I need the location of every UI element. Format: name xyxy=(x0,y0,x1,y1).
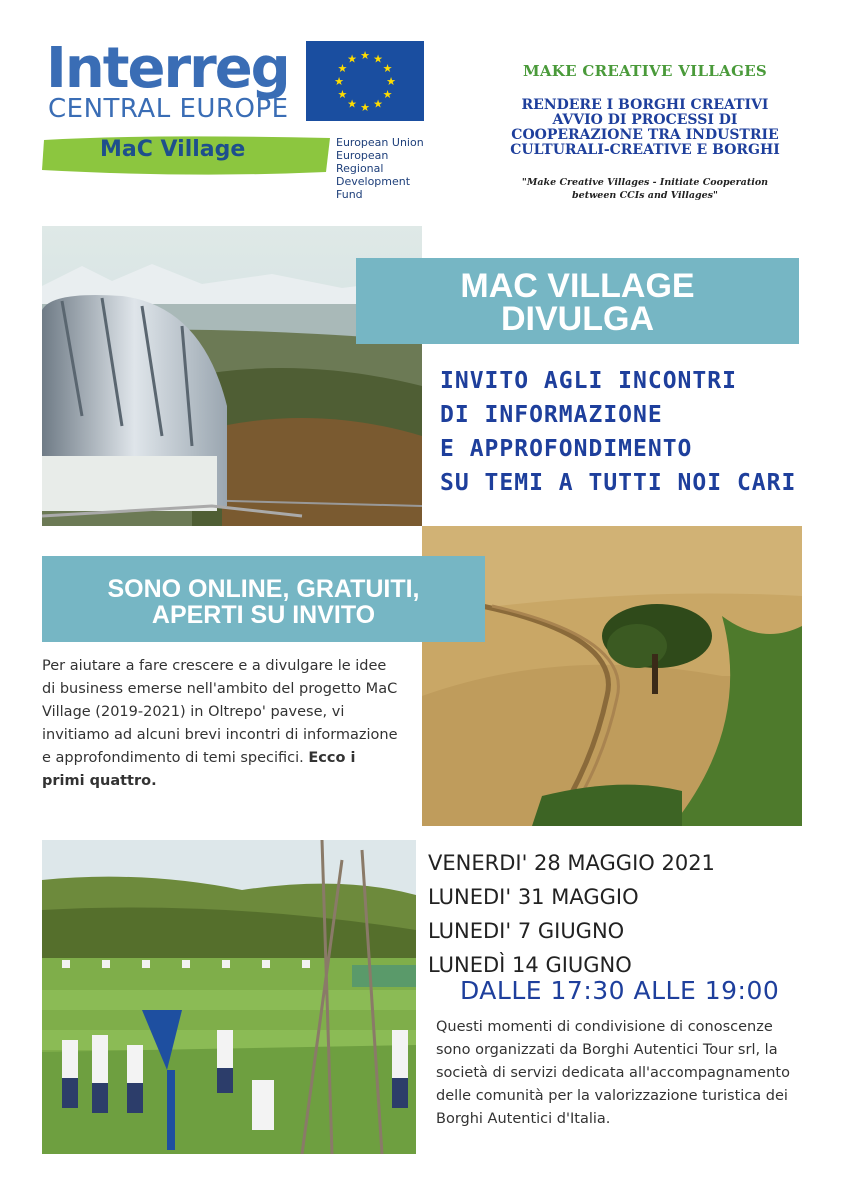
date-item: LUNEDÌ 14 GIUGNO xyxy=(428,953,632,977)
eu-star-icon: ★ xyxy=(386,76,396,88)
eu-star-icon: ★ xyxy=(337,89,348,101)
intro-text: Per aiutare a fare crescere e a divulgare le idee di business emerse nell'ambito del progetto MaC Village (2019-2021) in Oltrepo' pavese, vi invitiamo ad alcuni brevi incontri di informazione e approfondimento di temi specifici. xyxy=(42,658,398,766)
invito-block xyxy=(440,364,796,500)
invito-line: E APPROFONDIMENTO xyxy=(440,436,693,462)
intro-paragraph xyxy=(42,655,402,793)
quote-line: "Make Creative Villages - Initiate Cooperation xyxy=(521,177,769,188)
mac-village-divulga-box xyxy=(356,258,799,344)
main-box-line2: DIVULGA xyxy=(501,300,654,338)
eu-fund-text xyxy=(336,136,432,201)
date-item: LUNEDI' 7 GIUGNO xyxy=(428,919,625,943)
interreg-logo xyxy=(42,36,432,201)
invito-line: DI INFORMAZIONE xyxy=(440,402,663,428)
eu-star-icon: ★ xyxy=(337,63,348,75)
logo-region: CENTRAL EUROPE xyxy=(48,94,289,124)
quote-line: between CCIs and Villages" xyxy=(572,190,718,201)
date-item: VENERDI' 28 MAGGIO 2021 xyxy=(428,851,715,875)
logo-project: MaC Village xyxy=(100,137,246,162)
eu-star-icon: ★ xyxy=(360,50,370,62)
date-item: LUNEDI' 31 MAGGIO xyxy=(428,885,639,909)
subtitle-line: RENDERE I BORGHI CREATIVI xyxy=(521,97,769,113)
header-block xyxy=(460,62,830,202)
header-quote xyxy=(460,176,830,202)
online-gratuiti-box xyxy=(42,556,485,642)
header-subtitle xyxy=(460,98,830,158)
subtitle-line: COOPERAZIONE TRA INDUSTRIE xyxy=(511,127,779,143)
eu-star-icon: ★ xyxy=(382,63,393,75)
header-title: MAKE CREATIVE VILLAGES xyxy=(522,62,768,80)
eu-star-icon: ★ xyxy=(382,89,393,101)
subtitle-line: AVVIO DI PROCESSI DI xyxy=(552,112,738,128)
eu-star-icon: ★ xyxy=(360,102,370,114)
eu-line: European Union xyxy=(336,136,424,149)
dates-list xyxy=(428,846,715,982)
invito-line: SU TEMI A TUTTI NOI CARI xyxy=(440,470,797,496)
logo-brand: Interreg xyxy=(46,36,289,101)
eu-line: Development Fund xyxy=(336,175,411,201)
eu-flag-icon xyxy=(306,41,424,121)
online-box-line2: APERTI SU INVITO xyxy=(151,601,376,629)
intro-bold: Ecco i primi quattro. xyxy=(42,750,356,789)
eu-star-icon: ★ xyxy=(334,76,344,88)
eu-line: European Regional xyxy=(336,149,389,175)
online-box-line1: SONO ONLINE, GRATUITI, xyxy=(107,575,420,603)
eu-star-icon: ★ xyxy=(373,98,383,111)
eu-star-icon: ★ xyxy=(347,53,357,66)
closing-paragraph: Questi momenti di condivisione di conoscenze sono organizzati da Borghi Autentici Tour srl, la società di servizi dedicata all'accompagnamento delle comunità per la valorizzazione turistica dei Borghi Autentici d'Italia. xyxy=(436,1019,790,1127)
eu-star-icon: ★ xyxy=(373,53,383,66)
hours-text: DALLE 17:30 ALLE 19:00 xyxy=(460,976,780,1005)
subtitle-line: CULTURALI-CREATIVE E BORGHI xyxy=(510,142,780,158)
archery-photo xyxy=(42,840,416,1154)
eu-star-icon: ★ xyxy=(347,98,357,111)
invito-line: INVITO AGLI INCONTRI xyxy=(440,368,737,394)
main-box-line1: MAC VILLAGE xyxy=(460,267,695,305)
